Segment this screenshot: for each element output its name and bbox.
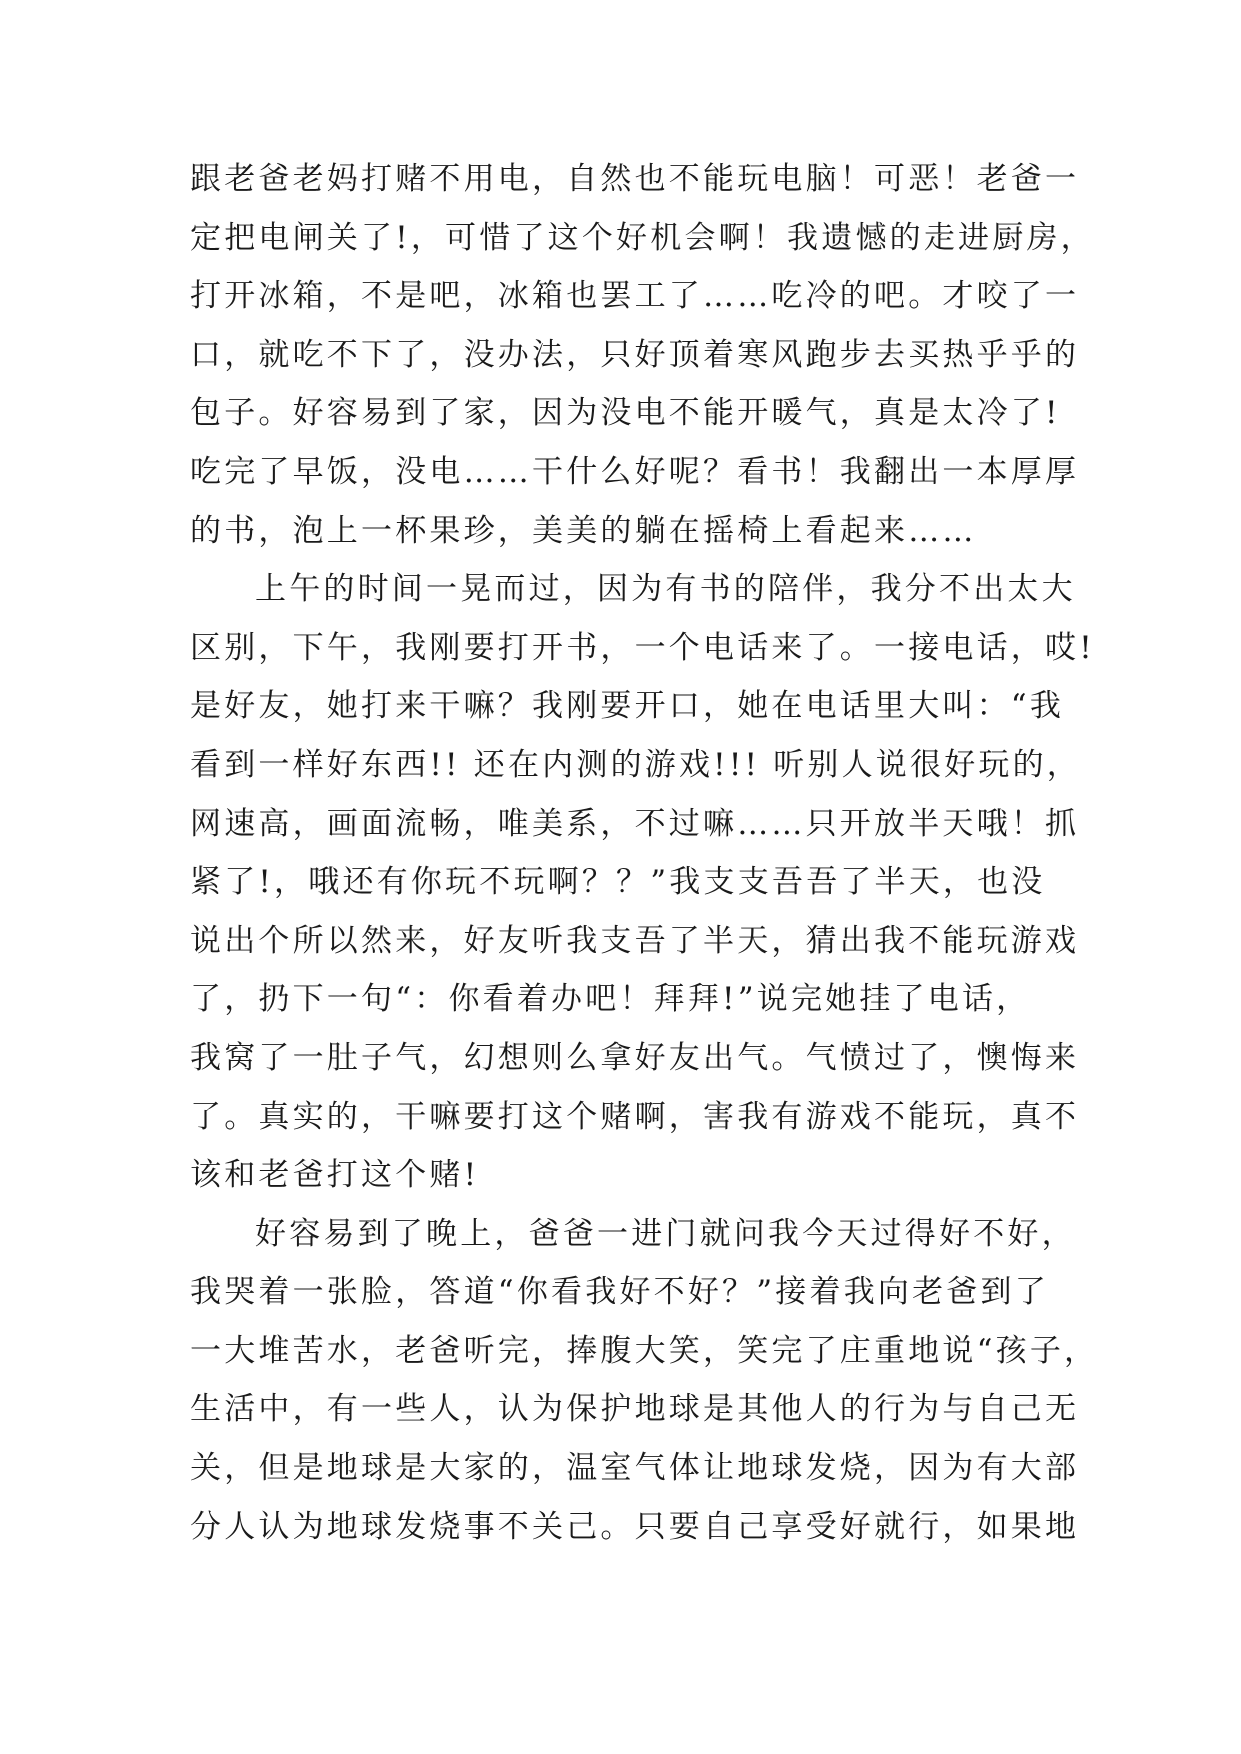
text-line: 说出个所以然来，好友听我支吾了半天，猜出我不能玩游戏: [190, 922, 1080, 959]
text-line: 关，但是地球是大家的，温室气体让地球发烧，因为有大部: [190, 1450, 1080, 1487]
text-line: 分人认为地球发烧事不关己。只要自己享受好就行，如果地: [190, 1508, 1080, 1545]
text-line: 吃完了早饭，没电……干什么好呢？看书！我翻出一本厚厚: [190, 453, 1080, 490]
text-line: 上午的时间一晃而过，因为有书的陪伴，我分不出太大: [255, 571, 1076, 608]
text-line: 网速高，画面流畅，唯美系，不过嘛……只开放半天哦！抓: [190, 805, 1080, 842]
text-line: 生活中，有一些人，认为保护地球是其他人的行为与自己无: [190, 1391, 1080, 1428]
paragraph: [190, 150, 1095, 560]
text-line: 区别，下午，我刚要打开书，一个电话来了。一接电话，哎!: [190, 629, 1095, 666]
text-line: 该和老爸打这个赌!: [190, 1157, 480, 1194]
paragraph: [190, 1205, 1099, 1557]
text-line: 我哭着一张脸，答道“你看我好不好？”接着我向老爸到了: [190, 1274, 1049, 1311]
text-line: 包子。好容易到了家，因为没电不能开暖气，真是太冷了!: [190, 395, 1061, 432]
text-line: 了，扔下一句“：你看着办吧！拜拜!”说完她挂了电话，: [190, 981, 1031, 1018]
text-line: 了。真实的，干嘛要打这个赌啊，害我有游戏不能玩，真不: [190, 1098, 1080, 1135]
text-line: 一大堆苦水，老爸听完，捧腹大笑，笑完了庄重地说“孩子，: [190, 1332, 1099, 1369]
text-line: 我窝了一肚子气，幻想则么拿好友出气。气愤过了，懊悔来: [190, 1039, 1080, 1076]
document-body: [190, 150, 1099, 1556]
paragraph: [190, 560, 1095, 1205]
text-line: 好容易到了晚上，爸爸一进门就问我今天过得好不好，: [255, 1215, 1076, 1252]
text-line: 定把电闸关了!，可惜了这个好机会啊！我遗憾的走进厨房，: [190, 219, 1095, 256]
text-line: 的书，泡上一杯果珍，美美的躺在摇椅上看起来……: [190, 512, 977, 549]
text-line: 跟老爸老妈打赌不用电，自然也不能玩电脑！可恶！老爸一: [190, 161, 1080, 197]
text-line: 口，就吃不下了，没办法，只好顶着寒风跑步去买热乎乎的: [190, 336, 1080, 373]
text-line: 打开冰箱，不是吧，冰箱也罢工了……吃冷的吧。才咬了一: [190, 278, 1080, 315]
text-line: 紧了!，哦还有你玩不玩啊？？”我支支吾吾了半天，也没: [190, 864, 1046, 901]
text-line: 看到一样好东西!! 还在内测的游戏!!! 听别人说很好玩的，: [190, 746, 1081, 783]
text-line: 是好友，她打来干嘛？我刚要开口，她在电话里大叫：“我: [190, 688, 1065, 725]
